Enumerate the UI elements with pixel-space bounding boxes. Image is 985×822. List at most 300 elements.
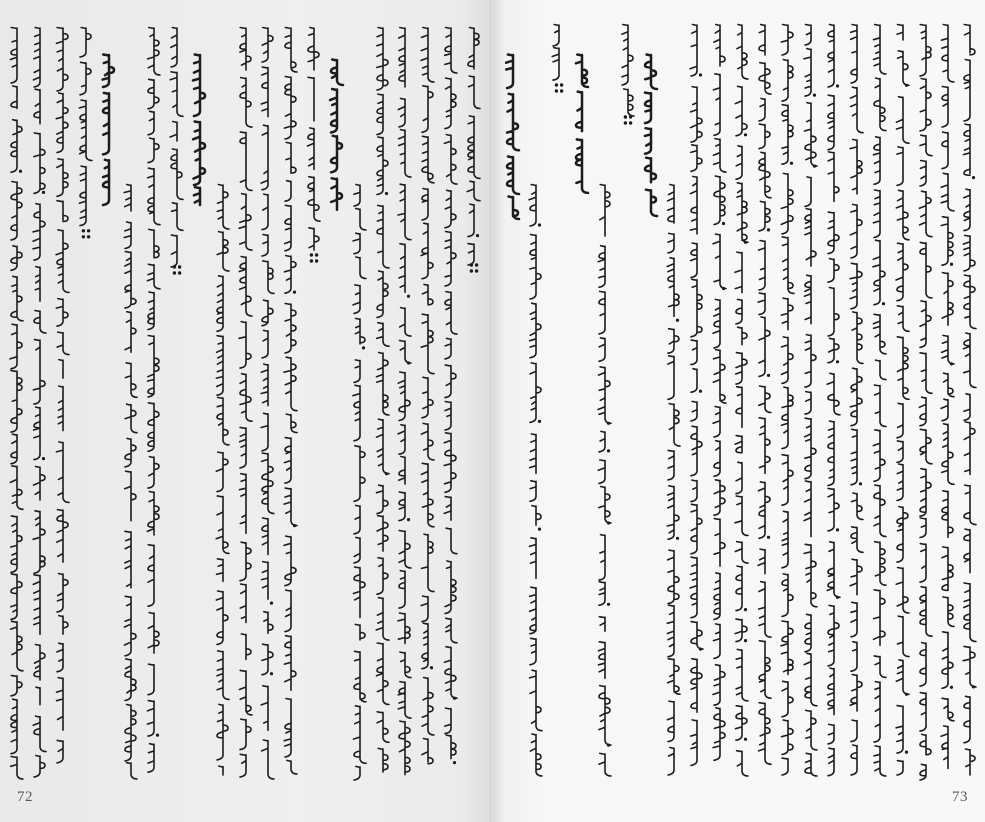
script-word [828, 212, 839, 254]
script-word [240, 542, 251, 581]
script-word [377, 558, 388, 595]
script-word [217, 397, 229, 445]
script-word [262, 644, 273, 675]
script-word [125, 312, 136, 353]
script-word [33, 204, 45, 261]
script-column [735, 25, 748, 777]
script-word [262, 518, 268, 555]
punctuation-mark [42, 457, 45, 460]
script-word [262, 300, 273, 326]
script-word [668, 659, 680, 695]
script-word [33, 575, 40, 635]
script-word [805, 335, 816, 388]
script-word [851, 527, 863, 553]
script-word [782, 574, 793, 617]
script-word [377, 28, 388, 91]
script-word [194, 187, 200, 205]
script-word [851, 25, 857, 84]
script-word [599, 753, 611, 776]
script-word [874, 25, 887, 75]
script-word [714, 480, 725, 516]
script-word [874, 682, 880, 743]
punctuation-mark [744, 133, 747, 136]
script-word [920, 518, 926, 538]
script-word [377, 137, 388, 195]
script-word [422, 377, 433, 418]
punctuation-mark [270, 672, 273, 675]
script-word [713, 350, 726, 404]
script-word [399, 457, 405, 485]
script-word [445, 561, 456, 614]
script-word [713, 74, 720, 136]
script-word [56, 28, 68, 92]
script-word [920, 469, 931, 517]
script-word [897, 507, 908, 562]
script-word [667, 701, 674, 742]
punctuation-mark [972, 176, 975, 179]
script-word [759, 241, 765, 291]
punctuation-mark [538, 528, 541, 531]
script-word [713, 234, 726, 289]
script-word [781, 173, 793, 234]
punctuation-mark [407, 295, 410, 298]
script-word [759, 152, 771, 198]
punctuation-mark [722, 222, 725, 225]
script-word [11, 371, 22, 433]
script-column [353, 185, 366, 781]
script-word [445, 708, 451, 734]
script-word [691, 369, 697, 393]
punctuation-mark [950, 686, 953, 689]
punctuation-mark [859, 482, 862, 485]
script-word [942, 547, 953, 591]
script-word [964, 275, 976, 329]
script-word [804, 49, 811, 97]
script-word [59, 360, 63, 379]
end-mark-dot [624, 121, 627, 124]
script-word [171, 235, 177, 267]
script-word [285, 636, 297, 691]
script-word [897, 464, 903, 501]
script-column [467, 28, 480, 273]
script-word [377, 271, 388, 318]
script-word [963, 646, 976, 687]
script-word [446, 528, 457, 554]
script-column [33, 28, 46, 778]
script-word [148, 79, 159, 109]
script-word [422, 86, 433, 133]
end-mark-dot [87, 235, 90, 238]
script-column [239, 28, 252, 778]
script-word [873, 190, 880, 238]
script-word [11, 516, 22, 573]
script-word [56, 230, 69, 293]
script-column [690, 25, 703, 766]
script-word [919, 397, 926, 426]
script-word [804, 544, 817, 607]
punctuation-mark [385, 192, 388, 195]
script-word [942, 273, 953, 326]
script-word [782, 237, 794, 294]
punctuation-mark [293, 524, 296, 527]
script-word [148, 292, 154, 330]
script-word [599, 617, 605, 632]
punctuation-mark [813, 94, 816, 97]
script-word [148, 664, 154, 695]
script-word [805, 177, 811, 207]
script-word [36, 687, 40, 705]
script-word [759, 124, 770, 149]
script-word [552, 48, 559, 81]
script-word [897, 337, 909, 400]
script-word [239, 670, 252, 715]
end-mark-dot [555, 83, 558, 86]
script-word [284, 357, 297, 411]
end-mark-dot [315, 259, 318, 262]
script-word [600, 185, 610, 237]
script-word [125, 471, 136, 521]
script-word [422, 534, 435, 592]
punctuation-mark [407, 518, 410, 521]
end-mark-dot [555, 89, 558, 92]
script-word [507, 94, 519, 151]
end-mark-dot [173, 265, 176, 268]
script-word [669, 404, 680, 447]
script-word [57, 740, 63, 763]
script-word [399, 28, 405, 88]
script-word [782, 387, 794, 449]
script-word [398, 682, 411, 719]
script-column [261, 28, 274, 780]
script-word [33, 716, 46, 752]
script-word [422, 463, 435, 527]
script-word [124, 185, 131, 212]
script-word [376, 598, 389, 641]
script-word [285, 205, 291, 251]
end-mark-dot [82, 235, 85, 238]
script-word [240, 78, 252, 128]
script-word [941, 217, 953, 266]
script-word [285, 304, 296, 354]
script-column [919, 25, 932, 781]
script-word [216, 496, 229, 554]
script-word [34, 467, 46, 501]
punctuation-mark [767, 228, 770, 231]
script-word [897, 403, 903, 438]
end-mark-dot [178, 271, 181, 274]
script-word [897, 441, 903, 463]
script-word [56, 442, 69, 503]
script-word [261, 125, 268, 190]
script-word [690, 25, 697, 77]
script-word [530, 481, 536, 502]
punctuation-mark [607, 521, 610, 524]
script-word [645, 158, 656, 183]
script-word [759, 201, 770, 231]
script-word [34, 28, 41, 88]
script-word [896, 190, 909, 240]
punctuation-mark [607, 422, 610, 425]
script-word [240, 374, 252, 422]
punctuation-mark [744, 738, 747, 741]
script-word [193, 55, 205, 117]
script-word [873, 314, 886, 354]
script-word [691, 720, 697, 766]
script-word [125, 404, 137, 433]
script-word [599, 535, 605, 581]
punctuation-mark [950, 263, 953, 266]
script-word [262, 330, 268, 358]
script-word [125, 363, 137, 398]
script-word [57, 201, 68, 222]
script-word [125, 438, 136, 467]
script-word [920, 135, 932, 156]
punctuation-mark [905, 751, 908, 754]
script-word [148, 457, 159, 489]
script-word [445, 78, 456, 129]
script-word [828, 95, 834, 150]
punctuation-mark [972, 685, 975, 688]
script-word [57, 574, 68, 613]
script-word [57, 678, 64, 731]
script-word [667, 486, 679, 540]
script-word [170, 122, 177, 142]
script-word [172, 203, 183, 231]
script-word [668, 550, 679, 604]
script-word [445, 232, 456, 287]
script-word [713, 299, 720, 348]
script-word [850, 204, 862, 258]
script-column [170, 28, 183, 275]
script-word [58, 386, 63, 431]
script-word [377, 516, 388, 552]
script-word [377, 712, 389, 743]
script-word [758, 482, 770, 539]
script-word [691, 622, 703, 650]
script-word [398, 184, 411, 240]
script-word [964, 485, 976, 524]
script-word [874, 590, 886, 646]
script-word [828, 152, 839, 202]
punctuation-mark [676, 319, 679, 322]
script-word [125, 659, 136, 701]
script-word [331, 60, 343, 86]
script-word [735, 252, 742, 293]
script-word [758, 293, 765, 315]
script-word [920, 353, 932, 394]
script-word [285, 28, 297, 73]
script-word [530, 235, 541, 300]
script-word [421, 423, 434, 460]
script-word [530, 587, 536, 634]
script-word [399, 721, 410, 775]
punctuation-mark [156, 734, 159, 737]
script-word [667, 605, 674, 657]
script-word [354, 537, 360, 563]
script-word [219, 766, 223, 775]
punctuation-mark [790, 162, 793, 165]
script-word [170, 72, 183, 117]
script-word [530, 303, 541, 358]
script-word [736, 649, 748, 701]
script-word [217, 651, 229, 700]
script-word [529, 538, 536, 579]
script-word [308, 177, 320, 222]
punctuation-mark [699, 73, 702, 76]
script-word [896, 97, 909, 144]
script-word [33, 340, 45, 405]
script-word [964, 529, 970, 573]
script-word [469, 76, 480, 109]
script-word [873, 240, 885, 305]
script-word [759, 386, 771, 413]
script-word [759, 641, 771, 699]
script-word [261, 686, 268, 731]
script-word [690, 557, 697, 618]
script-word [125, 596, 137, 656]
script-word [529, 185, 536, 227]
script-word [11, 434, 17, 464]
script-word [34, 89, 40, 124]
script-word [285, 256, 297, 294]
script-word [964, 189, 970, 231]
script-word [216, 452, 228, 492]
script-word [942, 632, 953, 689]
script-word [898, 51, 910, 86]
script-word [124, 222, 131, 249]
script-word [851, 745, 857, 775]
script-word [239, 194, 252, 251]
script-word [691, 504, 702, 554]
script-word [125, 531, 131, 588]
script-word [33, 511, 45, 574]
script-word [964, 25, 975, 55]
script-word [851, 87, 864, 133]
script-word [532, 506, 541, 525]
script-word [851, 642, 857, 672]
script-word [445, 647, 458, 699]
punctuation-mark [476, 234, 479, 237]
script-word [941, 399, 948, 421]
script-word [599, 338, 605, 362]
end-mark-dot [315, 253, 318, 256]
end-mark [555, 83, 564, 92]
punctuation-mark [813, 165, 816, 168]
script-word [11, 621, 23, 671]
script-word [714, 25, 725, 67]
script-word [354, 766, 360, 780]
script-word [598, 246, 605, 288]
script-word [240, 754, 246, 777]
script-word [897, 306, 909, 332]
punctuation-mark [905, 84, 908, 87]
script-word [920, 587, 932, 637]
script-word [148, 168, 160, 225]
script-word [851, 368, 863, 426]
left-page-number: 72 [17, 789, 33, 805]
script-word [668, 748, 674, 776]
script-word [445, 365, 456, 398]
punctuation-mark [19, 170, 22, 173]
script-word [468, 204, 474, 237]
script-word [284, 536, 296, 586]
end-mark-dot [173, 271, 176, 274]
punctuation-mark [836, 596, 839, 599]
script-word [354, 446, 365, 502]
script-word [714, 573, 720, 620]
script-word [171, 149, 183, 200]
script-word [530, 734, 542, 776]
script-word [691, 426, 702, 476]
script-word [284, 488, 297, 525]
script-word [444, 433, 456, 493]
script-word [400, 652, 411, 678]
script-word [782, 511, 788, 568]
script-word [59, 616, 68, 635]
script-word [399, 531, 411, 569]
script-word [736, 462, 742, 494]
heading-column [576, 55, 588, 193]
script-word [148, 138, 159, 163]
script-word [804, 653, 817, 706]
script-word [668, 450, 674, 480]
script-word [759, 98, 765, 121]
script-word [622, 25, 633, 86]
script-word [377, 643, 390, 705]
script-word [399, 244, 405, 293]
script-word [942, 491, 953, 538]
script-word [714, 441, 720, 477]
script-word [11, 86, 17, 109]
script-word [261, 67, 268, 117]
script-word [964, 124, 971, 175]
script-word [963, 235, 975, 271]
script-word [851, 720, 857, 742]
script-word [467, 181, 480, 201]
script-word [103, 55, 114, 88]
script-word [240, 719, 251, 750]
script-word [736, 387, 742, 428]
script-column [398, 28, 411, 775]
script-column [804, 25, 817, 777]
script-word [920, 161, 926, 187]
end-mark [470, 263, 479, 272]
script-word [446, 735, 456, 759]
script-word [10, 28, 17, 84]
script-word [781, 25, 793, 56]
script-word [942, 132, 948, 169]
script-word [736, 146, 742, 180]
script-column [850, 25, 863, 776]
script-word [874, 385, 886, 427]
script-word [553, 25, 559, 47]
end-mark-dot [629, 121, 632, 124]
script-word [735, 496, 748, 536]
script-word [356, 257, 366, 279]
script-word [377, 205, 389, 268]
script-word [920, 734, 931, 754]
script-word [148, 28, 160, 76]
script-word [149, 229, 159, 257]
punctuation-mark [607, 744, 610, 747]
punctuation-mark [767, 374, 770, 377]
script-word [11, 699, 17, 754]
script-word [737, 751, 748, 776]
script-word [668, 185, 674, 224]
script-word [919, 191, 932, 237]
script-word [828, 288, 839, 337]
script-word [714, 176, 725, 225]
